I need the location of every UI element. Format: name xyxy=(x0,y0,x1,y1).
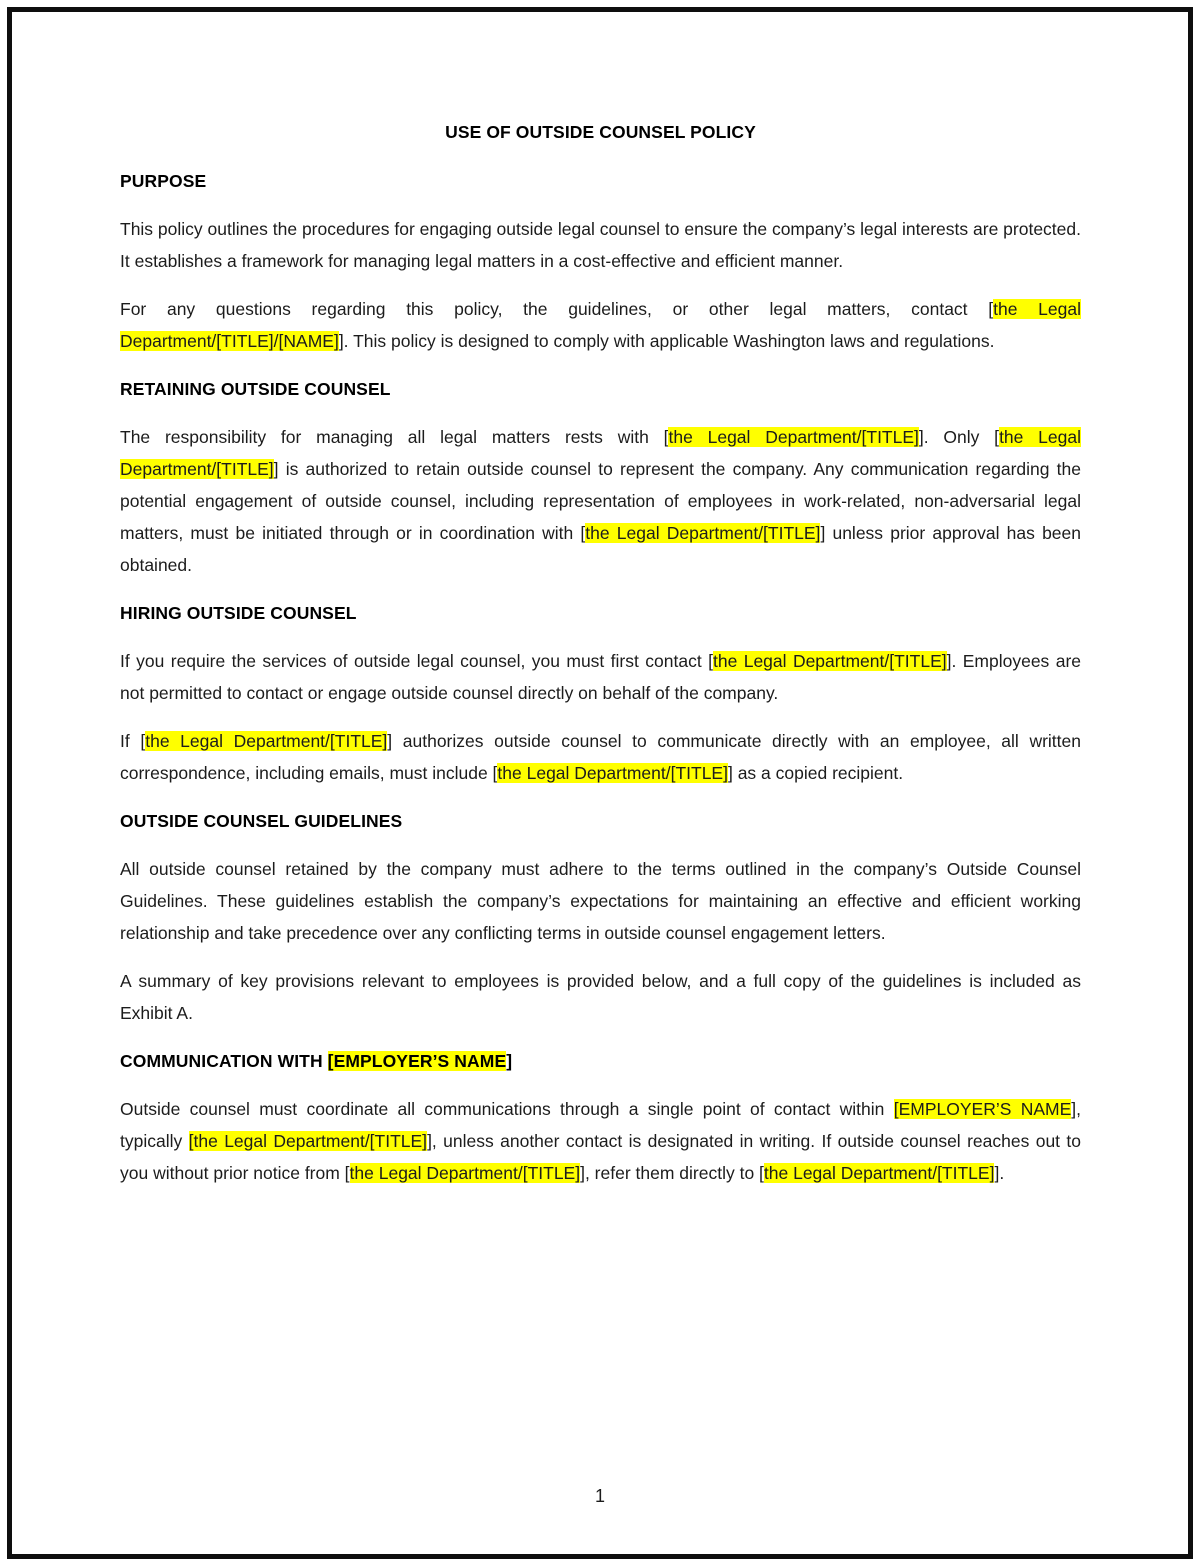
section-heading xyxy=(120,165,1081,197)
text-run: ] unless prior approval has been obtained. xyxy=(120,523,1081,575)
document-body xyxy=(120,165,1081,1189)
text-run: The responsibility for managing all legal matters rests with [ xyxy=(120,427,669,447)
document-content xyxy=(12,12,1188,1554)
highlighted-placeholder: the Legal Department/[TITLE] xyxy=(763,1163,995,1183)
highlighted-placeholder: [EMPLOYER’S NAME xyxy=(893,1099,1072,1119)
highlighted-placeholder: [the Legal Department/[TITLE] xyxy=(188,1131,428,1151)
text-run: All outside counsel retained by the company must adhere to the terms outlined in the company’s Outside Counsel Guidelines. These guidelines establish the company’s expectations for maintaining an effective and efficient working relationship and take precedence over any conflicting terms in outside counsel engagement letters. xyxy=(120,859,1081,943)
section-heading xyxy=(120,597,1081,629)
highlighted-placeholder: the Legal Department/[TITLE]/[NAME] xyxy=(120,299,1081,351)
text-run: ]. Only [ xyxy=(918,427,1000,447)
highlighted-placeholder: the Legal Department/[TITLE] xyxy=(349,1163,581,1183)
text-run: HIRING OUTSIDE COUNSEL xyxy=(120,603,357,623)
paragraph xyxy=(120,293,1081,357)
text-run: ], refer them directly to [ xyxy=(580,1163,764,1183)
page-border xyxy=(7,7,1193,1559)
highlighted-placeholder: [EMPLOYER’S NAME xyxy=(327,1051,507,1071)
paragraph xyxy=(120,725,1081,789)
highlighted-placeholder: the Legal Department/[TITLE] xyxy=(712,651,947,671)
document-title: USE OF OUTSIDE COUNSEL POLICY xyxy=(445,122,756,142)
text-run: ], unless another contact is designated in writing. If outside counsel reaches out to you without prior notice from [ xyxy=(120,1131,1082,1183)
paragraph xyxy=(120,853,1081,949)
page-number: 1 xyxy=(594,1486,605,1506)
highlighted-placeholder: the Legal Department/[TITLE] xyxy=(145,731,388,751)
paragraph xyxy=(120,645,1081,709)
text-run: PURPOSE xyxy=(120,171,207,191)
text-run: RETAINING OUTSIDE COUNSEL xyxy=(120,379,391,399)
text-run: ], typically xyxy=(120,1099,1081,1151)
text-run: ]. This policy is designed to comply with applicable Washington laws and regulations. xyxy=(338,331,995,351)
text-run: Outside counsel must coordinate all communications through a single point of contact within xyxy=(120,1099,894,1119)
paragraph xyxy=(120,421,1081,581)
text-run: If [ xyxy=(120,731,146,751)
text-run: ] as a copied recipient. xyxy=(727,763,904,783)
paragraph xyxy=(120,1093,1081,1189)
text-run: OUTSIDE COUNSEL GUIDELINES xyxy=(120,811,403,831)
text-run: ] is authorized to retain outside counsel to represent the company. Any communication regarding the potential engagement of outside counsel, including representation of employees in work-related, non-adversarial legal matters, must be initiated through or in coordination with [ xyxy=(120,459,1081,543)
section-heading xyxy=(120,805,1081,837)
highlighted-placeholder: the Legal Department/[TITLE] xyxy=(120,427,1082,479)
paragraph xyxy=(120,965,1081,1029)
text-run: ]. xyxy=(994,1163,1005,1183)
text-run: ] xyxy=(506,1051,513,1071)
section-heading xyxy=(120,1045,1081,1077)
highlighted-placeholder: the Legal Department/[TITLE] xyxy=(585,523,821,543)
text-run: COMMUNICATION WITH xyxy=(120,1051,328,1071)
text-run: This policy outlines the procedures for engaging outside legal counsel to ensure the company’s legal interests are protected. It establishes a framework for managing legal matters in a cost-effective and efficient manner. xyxy=(120,219,1081,271)
highlighted-placeholder: the Legal Department/[TITLE] xyxy=(497,763,728,783)
highlighted-placeholder: the Legal Department/[TITLE] xyxy=(668,427,919,447)
paragraph xyxy=(120,213,1081,277)
text-run: ] authorizes outside counsel to communicate directly with an employee, all written correspondence, including emails, must include [ xyxy=(120,731,1081,783)
text-run: For any questions regarding this policy, the guidelines, or other legal matters, contact [ xyxy=(120,299,994,319)
text-run: If you require the services of outside legal counsel, you must first contact [ xyxy=(120,651,713,671)
text-run: ]. Employees are not permitted to contact or engage outside counsel directly on behalf of the company. xyxy=(120,651,1082,703)
section-heading xyxy=(120,373,1081,405)
text-run: A summary of key provisions relevant to employees is provided below, and a full copy of the guidelines is included as Exhibit A. xyxy=(120,971,1081,1023)
